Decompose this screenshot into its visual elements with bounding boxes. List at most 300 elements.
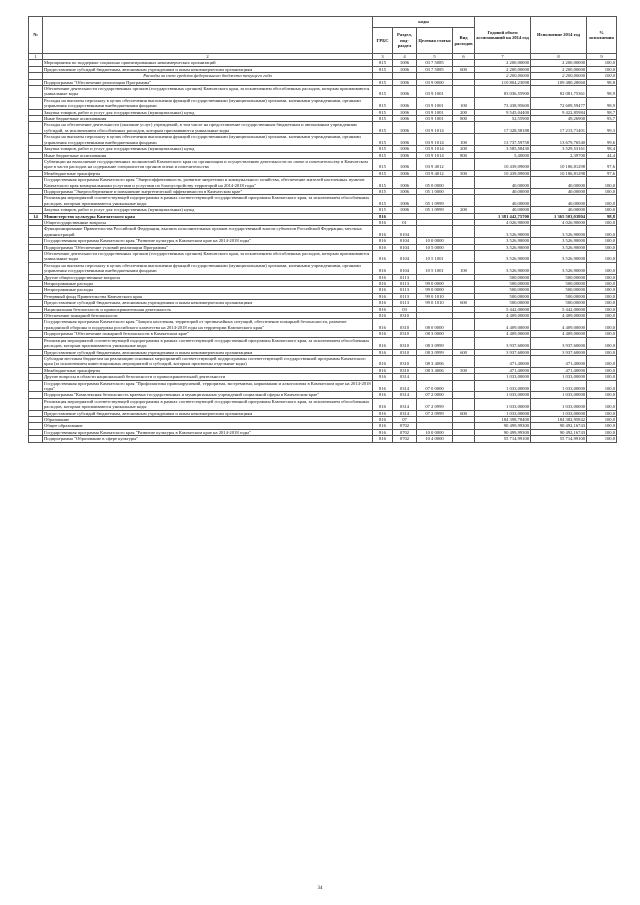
row-annual-amount: 40,00000 [475, 177, 531, 189]
row-grbs: 816 [373, 213, 393, 219]
row-expense-type: 100 [453, 262, 475, 274]
row-percent: 100,0 [587, 219, 617, 225]
row-target: 08 3 0000 [417, 331, 453, 337]
row-description: Резервный фонд Правительства Камчатского края [43, 293, 373, 299]
row-description: Расходы на выплаты персоналу в целях обеспечения выполнения функций государственными (муниципальными) органами, казенными учреждениями, органами управления государственными внебюджетными фондами [43, 97, 373, 109]
row-percent: 100,0 [587, 337, 617, 349]
row-percent: 98,9 [587, 86, 617, 98]
row-annual-amount: 3 526,90000 [475, 244, 531, 250]
row-grbs: 816 [373, 306, 393, 312]
row-execution-amount: 13 679,76540 [531, 134, 587, 146]
row-expense-type [453, 436, 475, 442]
row-percent: 100,0 [587, 251, 617, 263]
row-execution-amount: 500,00000 [531, 300, 587, 306]
row-annual-amount: 1 381 442,75700 [475, 213, 531, 219]
row-grbs: 816 [373, 436, 393, 442]
row-execution-amount: 184 382,95842 [531, 416, 587, 422]
column-number: 8 [531, 54, 587, 60]
row-grbs: 816 [373, 262, 393, 274]
row-percent: 100,0 [587, 73, 617, 79]
row-description: Межбюджетные трансферты [43, 170, 373, 176]
row-description: Образование [43, 416, 373, 422]
row-percent: 98,8 [587, 213, 617, 219]
row-number [29, 380, 43, 392]
row-target: 07 0 0000 [417, 380, 453, 392]
row-annual-amount: 3 526,90000 [475, 262, 531, 274]
row-section: 0113 [393, 293, 417, 299]
row-execution-amount: 3 526,90000 [531, 262, 587, 274]
row-percent: 100,0 [587, 416, 617, 422]
row-annual-amount: 3 937,60000 [475, 349, 531, 355]
row-grbs: 816 [373, 331, 393, 337]
row-section: 1006 [393, 152, 417, 158]
row-percent: 99,6 [587, 134, 617, 146]
row-expense-type [453, 380, 475, 392]
row-execution-amount: 500,00000 [531, 281, 587, 287]
row-description: Предоставление субсидий бюджетным, автономным учреждениям и иным некоммерческим организациям [43, 349, 373, 355]
table-row [29, 97, 617, 109]
row-execution-amount: 500,00000 [531, 274, 587, 280]
row-percent: 100,0 [587, 313, 617, 319]
row-execution-amount: 4 026,90000 [531, 219, 587, 225]
row-description: Функционирование Правительства Российской Федерации, высших исполнительных органов государственной власти субъектов Российской Федерации, местных администраций [43, 226, 373, 238]
row-section: 1006 [393, 188, 417, 194]
column-number: 6 [453, 54, 475, 60]
row-execution-amount: 3 529,53161 [531, 146, 587, 152]
row-section: 0104 [393, 251, 417, 263]
row-annual-amount: 83 036,55900 [475, 86, 531, 98]
row-target: 08 3 0999 [417, 349, 453, 355]
row-execution-amount: 3 526,90000 [531, 244, 587, 250]
row-expense-type: 500 [453, 367, 475, 373]
row-section: 1006 [393, 207, 417, 213]
row-grbs: 816 [373, 238, 393, 244]
row-section: 1006 [393, 86, 417, 98]
row-expense-type [453, 337, 475, 349]
row-annual-amount: 3 526,90000 [475, 251, 531, 263]
row-target: 05 1 0999 [417, 207, 453, 213]
column-number: 1 [29, 54, 43, 60]
row-annual-amount: 500,00000 [475, 293, 531, 299]
row-expense-type [453, 251, 475, 263]
row-expense-type [453, 122, 475, 134]
row-execution-amount: 1 365 503,03804 [531, 213, 587, 219]
row-grbs: 815 [373, 79, 393, 85]
row-section: 0310 [393, 331, 417, 337]
row-description: Расходы на выплаты персоналу в целях обеспечения выполнения функций государственными (муниципальными) органами, казенными учреждениями, органами управления государственными внебюджетными фондами [43, 262, 373, 274]
row-execution-amount: 82 081,75361 [531, 86, 587, 98]
row-section: 1006 [393, 60, 417, 66]
row-description: Межбюджетные трансферты [43, 367, 373, 373]
row-description: Непрограммные расходы [43, 287, 373, 293]
row-number [29, 195, 43, 207]
table-row [29, 319, 617, 331]
row-percent: 100,0 [587, 374, 617, 380]
row-execution-amount: 1 033,00000 [531, 374, 587, 380]
row-description: Обеспечение деятельности государственных органов (государственных органов) Камчатского края, за исключением обособленных расходов, которым присваиваются уникальные коды [43, 86, 373, 98]
row-grbs: 816 [373, 251, 393, 263]
row-section: 0310 [393, 355, 417, 367]
row-percent: 99,3 [587, 122, 617, 134]
header-description [43, 17, 373, 54]
row-section: 1006 [393, 79, 417, 85]
table-row [29, 158, 617, 170]
row-section: 1006 [393, 134, 417, 146]
row-execution-amount: 55 714,99100 [531, 436, 587, 442]
row-description: Подпрограмма "Комплексная безопасность краевых государственных и муниципальных учреждений социальной сферы в Камчатском крае" [43, 392, 373, 398]
row-execution-amount: 4 409,00000 [531, 313, 587, 319]
row-expense-type [453, 177, 475, 189]
row-annual-amount: 3 526,90000 [475, 226, 531, 238]
row-number [29, 262, 43, 274]
row-percent: 100,0 [587, 306, 617, 312]
row-description: Закупка товаров, работ и услуг для государственных (муниципальных) нужд [43, 207, 373, 213]
column-number: 7 [475, 54, 531, 60]
row-target: 10 5 0000 [417, 244, 453, 250]
row-number [29, 251, 43, 263]
row-execution-amount: 5 442,00000 [531, 306, 587, 312]
row-execution-amount: 3 526,90000 [531, 251, 587, 263]
row-percent: 100,0 [587, 319, 617, 331]
row-number [29, 97, 43, 109]
row-grbs: 816 [373, 398, 393, 410]
row-section: 0314 [393, 410, 417, 416]
row-number [29, 355, 43, 367]
row-description: Обеспечение деятельности государственных органов (государственных органов) Камчатского края, за исключением обособленных расходов, которым присваиваются уникальные коды [43, 251, 373, 263]
row-section: 0314 [393, 398, 417, 410]
header-grbs: ГРБС [373, 28, 393, 54]
row-percent: 44,4 [587, 152, 617, 158]
row-grbs: 815 [373, 66, 393, 72]
row-target: 03 9 4012 [417, 158, 453, 170]
row-percent: 100,0 [587, 262, 617, 274]
row-description: Государственная программа Камчатского края "Защита населения, территорий от чрезвычайных ситуаций, обеспечение пожарной безопасности, развитие гражданской обороны и поддержка российского казачества на 2014-2018 годы на территории Камчатского края" [43, 319, 373, 331]
row-annual-amount: 40,00000 [475, 207, 531, 213]
row-section: 1006 [393, 146, 417, 152]
row-annual-amount: 3 526,90000 [475, 238, 531, 244]
row-section: 1006 [393, 97, 417, 109]
row-percent: 98,8 [587, 79, 617, 85]
row-execution-amount: 109 480,28060 [531, 79, 587, 85]
row-grbs: 815 [373, 207, 393, 213]
row-expense-type: 100 [453, 134, 475, 146]
row-execution-amount: 3 526,90000 [531, 238, 587, 244]
row-description: Государственная программа Камчатского края "Профилактика правонарушений, терроризма, экстремизма, наркомании и алкоголизма в Камчатском крае на 2014-2018 годы" [44, 380, 371, 391]
row-grbs: 815 [373, 109, 393, 115]
row-target: 07 2 0999 [417, 410, 453, 416]
row-description: Подпрограмма "Энергосбережение и повышение энергетической эффективности в Камчатском крае" [43, 188, 373, 194]
row-percent: 100,0 [587, 244, 617, 250]
row-section: 0104 [393, 262, 417, 274]
row-execution-amount: 2,39700 [531, 152, 587, 158]
row-description: Реализация мероприятий соответствующей подпрограммы в рамках соответствующей государственной программы Камчатского края, за исключением обособленных расходов, которым присваиваются уникальные коды [43, 195, 373, 207]
row-annual-amount: 471,40000 [475, 367, 531, 373]
row-execution-amount: 2 200,00000 [531, 73, 587, 79]
row-annual-amount: 1 033,00000 [475, 398, 531, 410]
row-section: 0113 [393, 300, 417, 306]
row-section: 1006 [393, 158, 417, 170]
row-number [29, 319, 43, 331]
row-percent: 98,4 [587, 146, 617, 152]
row-section: 0702 [393, 429, 417, 435]
row-target: 08 3 4006 [417, 355, 453, 367]
row-annual-amount: 500,00000 [475, 281, 531, 287]
row-execution-amount: 10 186,81298 [531, 158, 587, 170]
row-section: 1006 [393, 170, 417, 176]
row-expense-type: 600 [453, 300, 475, 306]
row-percent: 100,0 [587, 349, 617, 355]
row-percent: 97,6 [587, 158, 617, 170]
row-grbs: 816 [373, 313, 393, 319]
row-grbs: 816 [373, 287, 393, 293]
row-description: Закупка товаров, работ и услуг для государственных (муниципальных) нужд [43, 146, 373, 152]
row-target: 03 9 1014 [417, 122, 453, 134]
row-annual-amount: 1 033,00000 [475, 410, 531, 416]
table-row [29, 251, 617, 263]
row-description: Расходы на выплаты персоналу в целях обеспечения выполнения функций государственными (муниципальными) органами, казенными учреждениями, органами управления государственными внебюджетными фондами [43, 134, 373, 146]
row-grbs: 815 [373, 60, 393, 66]
row-annual-amount: 110 804,23098 [475, 79, 531, 85]
page-number: 34 [317, 886, 323, 891]
row-grbs: 816 [373, 319, 393, 331]
row-target: 03 9 1014 [417, 152, 453, 158]
row-expense-type [453, 195, 475, 207]
row-expense-type: 500 [453, 170, 475, 176]
row-execution-amount: 10 186,81298 [531, 170, 587, 176]
row-expense-type: 600 [453, 349, 475, 355]
row-description: Министерство культуры Камчатского края [43, 213, 373, 219]
row-section: 0310 [393, 349, 417, 355]
row-annual-amount: 40,00000 [475, 195, 531, 207]
row-grbs: 815 [373, 116, 393, 122]
row-target: 99 0 1010 [417, 300, 453, 306]
row-expense-type [453, 355, 475, 367]
row-execution-amount: 500,00000 [531, 293, 587, 299]
row-section: 0104 [393, 238, 417, 244]
row-annual-amount: 1 033,00000 [475, 380, 531, 392]
row-target: 08 0 0000 [417, 319, 453, 331]
table-row [29, 355, 617, 367]
row-percent: 97,6 [587, 170, 617, 176]
row-expense-type: 800 [453, 152, 475, 158]
row-description: Подпрограмма "Обеспечение пожарной безопасности в Камчатском крае" [43, 331, 373, 337]
row-section: 0310 [393, 319, 417, 331]
table-row [29, 262, 617, 274]
row-percent: 100,0 [587, 177, 617, 189]
row-section: 1006 [393, 195, 417, 207]
row-execution-amount: 40,00000 [531, 177, 587, 189]
row-description: Общее образование [43, 423, 373, 429]
row-grbs: 816 [373, 293, 393, 299]
row-grbs: 816 [373, 380, 393, 392]
row-grbs: 816 [373, 410, 393, 416]
row-execution-amount: 9 422,85984 [531, 109, 587, 115]
row-grbs: 816 [373, 337, 393, 349]
table-row [29, 134, 617, 146]
row-annual-amount: 13 737,59758 [475, 134, 531, 146]
header-execution: Исполнение 2014 год [531, 17, 587, 54]
row-annual-amount: 3 937,60000 [475, 337, 531, 349]
row-grbs: 815 [373, 188, 393, 194]
row-percent: 98,7 [587, 109, 617, 115]
row-description: Предоставление субсидий бюджетным, автономным учреждениям и иным некоммерческим организациям [43, 66, 373, 72]
row-grbs: 816 [373, 367, 393, 373]
row-section: 07 [393, 416, 417, 422]
row-section: 0113 [393, 274, 417, 280]
row-execution-amount: 3 937,60000 [531, 349, 587, 355]
row-number [29, 337, 43, 349]
row-annual-amount: 10 439,09000 [475, 158, 531, 170]
row-grbs: 816 [373, 416, 393, 422]
row-target: 05 0 0000 [417, 177, 453, 189]
row-expense-type [453, 86, 475, 98]
header-num: № [29, 17, 43, 54]
row-description: Иные бюджетные ассигнования [43, 116, 373, 122]
row-target: 03 9 1001 [417, 109, 453, 115]
row-section: 0113 [393, 287, 417, 293]
table-body [29, 60, 617, 442]
row-expense-type: 600 [453, 410, 475, 416]
row-description: Реализация мероприятий соответствующей подпрограммы в рамках соответствующей государственной программы Камчатского края, за исключением обособленных расходов, которым присваиваются уникальные коды [43, 398, 373, 410]
row-target: 10 0 0000 [417, 238, 453, 244]
row-target: 05 1 0000 [417, 188, 453, 194]
row-percent: 100,0 [587, 380, 617, 392]
row-description: Предоставление субсидий бюджетным, автономным учреждениям и иным некоммерческим организациям [43, 300, 373, 306]
row-percent: 100,0 [587, 392, 617, 398]
row-percent: 100,0 [587, 60, 617, 66]
row-grbs: 815 [373, 97, 393, 109]
row-annual-amount: 184 398,78400 [475, 416, 531, 422]
row-section: 1006 [393, 116, 417, 122]
header-annual: Годовой объем ассигнований на 2014 год [475, 17, 531, 54]
table-row [29, 177, 617, 189]
row-target: 10 0 0000 [417, 429, 453, 435]
row-grbs: 816 [373, 244, 393, 250]
row-percent: 100,0 [587, 429, 617, 435]
column-number: 5 [417, 54, 453, 60]
row-annual-amount: 1 033,00000 [475, 392, 531, 398]
row-target: 03 9 4012 [417, 170, 453, 176]
row-percent: 100,0 [587, 423, 617, 429]
header-percent: % исполнения [587, 17, 617, 54]
row-expense-type: 100 [453, 97, 475, 109]
row-number [29, 436, 43, 442]
row-execution-amount: 40,00000 [531, 195, 587, 207]
row-number [29, 158, 43, 170]
table-row [29, 86, 617, 98]
row-execution-amount: 1 033,00000 [531, 380, 587, 392]
row-percent: 100,0 [587, 410, 617, 416]
row-number [29, 177, 43, 189]
row-grbs: 815 [373, 122, 393, 134]
row-description: Подпрограмма "Обеспечение условий реализации Программы" [43, 244, 373, 250]
row-section: 1006 [393, 122, 417, 134]
row-annual-amount: 471,40000 [475, 355, 531, 367]
row-annual-amount: 5 442,00000 [475, 306, 531, 312]
row-execution-amount: 49,26900 [531, 116, 587, 122]
row-percent: 100,0 [587, 188, 617, 194]
row-annual-amount: 2 200,00000 [475, 60, 531, 66]
row-expense-type [453, 226, 475, 238]
row-number [29, 226, 43, 238]
table-row [29, 436, 617, 442]
header-target: Целевая статья [417, 28, 453, 54]
row-target: 99 0 0000 [417, 287, 453, 293]
row-section: 0104 [393, 226, 417, 238]
table-row [29, 380, 617, 392]
row-percent: 100,0 [587, 238, 617, 244]
row-target: 03 9 1001 [417, 86, 453, 98]
column-number: 9 [587, 54, 617, 60]
column-number: 4 [393, 54, 417, 60]
row-annual-amount: 4 409,00000 [475, 331, 531, 337]
header-section: Раздел, под- раздел [393, 28, 417, 54]
table-row [29, 398, 617, 410]
row-description: Предоставление субсидий бюджетным, автономным учреждениям и иным некоммерческим организациям [43, 410, 373, 416]
row-section: 0702 [393, 436, 417, 442]
row-description: Подпрограмма "Обеспечение реализации Программы" [43, 79, 373, 85]
row-grbs: 816 [373, 392, 393, 398]
row-section: 03 [393, 306, 417, 312]
column-number: 3 [373, 54, 393, 60]
row-description: Закупка товаров, работ и услуг для государственных (муниципальных) нужд [43, 109, 373, 115]
table-row [29, 337, 617, 349]
row-annual-amount: 55 714,99100 [475, 436, 531, 442]
header-expense: Вид расходов [453, 28, 475, 54]
row-section: 0113 [393, 281, 417, 287]
row-grbs: 815 [373, 134, 393, 146]
row-percent: 100,0 [587, 355, 617, 367]
row-description: Расходы за счет средств федерального бюджета текущего года [43, 73, 373, 79]
row-percent: 100,0 [587, 207, 617, 213]
row-grbs: 815 [373, 86, 393, 98]
row-execution-amount: 4 409,00000 [531, 319, 587, 331]
row-percent: 98,9 [587, 97, 617, 109]
row-section: 0104 [393, 244, 417, 250]
row-grbs: 816 [373, 423, 393, 429]
row-section: 0310 [393, 367, 417, 373]
row-target: 07 2 0000 [417, 392, 453, 398]
row-annual-amount: 500,00000 [475, 274, 531, 280]
row-section: 0314 [393, 374, 417, 380]
row-expense-type [453, 398, 475, 410]
row-execution-amount: 90 492,16743 [531, 423, 587, 429]
row-execution-amount: 3 526,90000 [531, 226, 587, 238]
row-target: 99 0 1010 [417, 293, 453, 299]
row-percent: 100,0 [587, 293, 617, 299]
row-section: 0702 [393, 423, 417, 429]
row-section: 0314 [393, 380, 417, 392]
row-target: 03 9 1014 [417, 134, 453, 146]
row-expense-type: 200 [453, 146, 475, 152]
row-execution-amount: 17 213,71401 [531, 122, 587, 134]
row-annual-amount: 40,00000 [475, 188, 531, 194]
row-number [29, 398, 43, 410]
row-target [417, 226, 453, 238]
row-section: 01 [393, 219, 417, 225]
row-expense-type [453, 319, 475, 331]
table-row [29, 122, 617, 134]
row-grbs: 816 [373, 281, 393, 287]
row-annual-amount: 17 328,58188 [475, 122, 531, 134]
row-execution-amount: 4 409,00000 [531, 331, 587, 337]
row-annual-amount: 5,40000 [475, 152, 531, 158]
row-expense-type: 800 [453, 116, 475, 122]
column-number: 2 [43, 54, 373, 60]
row-target: 10 4 0000 [417, 436, 453, 442]
row-annual-amount: 500,00000 [475, 287, 531, 293]
row-section: 0314 [393, 392, 417, 398]
